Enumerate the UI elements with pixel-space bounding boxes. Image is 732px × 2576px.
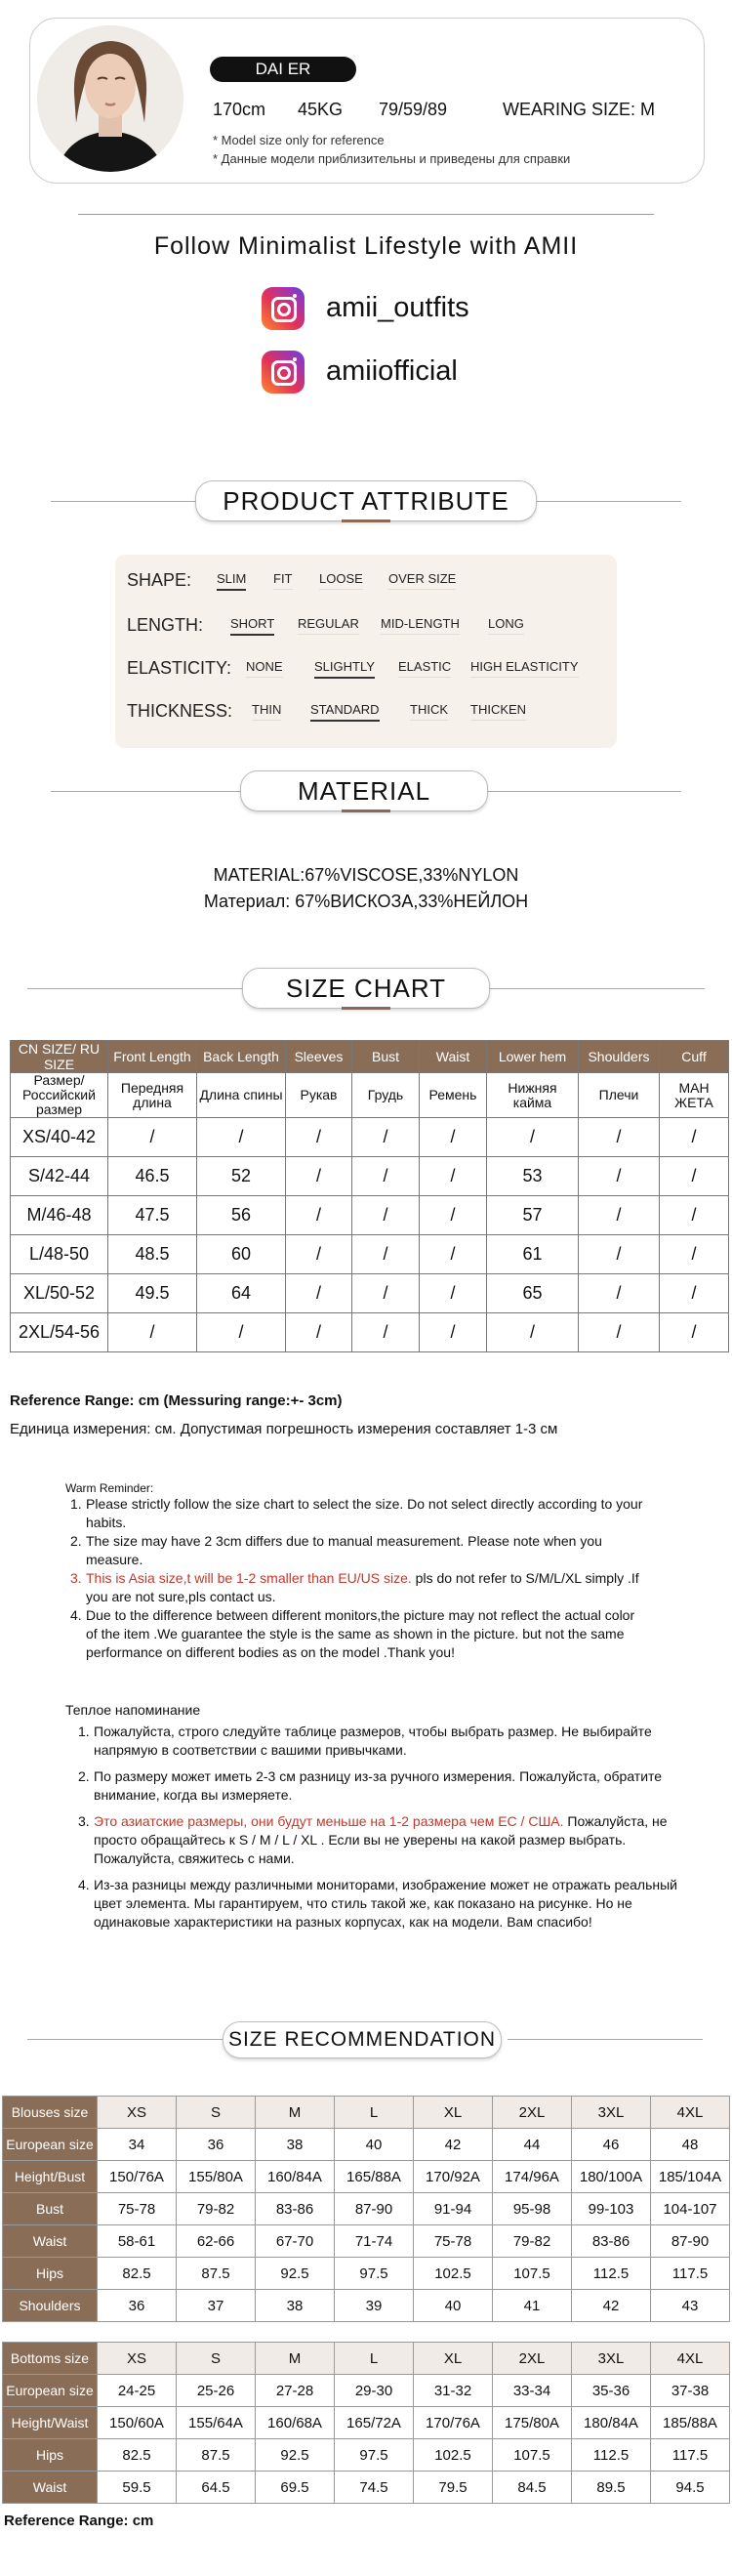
table-cell: 150/60A <box>98 2407 177 2439</box>
table-cell: 117.5 <box>651 2439 730 2472</box>
attr-option: SHORT <box>230 616 274 636</box>
table-row <box>3 2193 730 2225</box>
table-cell: 175/80A <box>493 2407 572 2439</box>
table-header-row <box>3 2097 730 2129</box>
table-cell: 102.5 <box>414 2439 493 2472</box>
attr-option: SLIGHTLY <box>314 659 375 679</box>
col-header: Waist <box>420 1041 487 1073</box>
col-header: Рукав <box>286 1073 352 1118</box>
table-cell: / <box>352 1196 420 1235</box>
table-cell: 62-66 <box>177 2225 256 2258</box>
table-cell: / <box>420 1157 487 1196</box>
table-cell: XL <box>414 2097 493 2129</box>
table-cell: M <box>256 2097 335 2129</box>
table-row <box>11 1196 729 1235</box>
table-cell: 79-82 <box>493 2225 572 2258</box>
table-row <box>11 1235 729 1274</box>
reminder-text: The size may have 2 3cm differs due to manual measurement. Please note when you measure. <box>86 1533 602 1567</box>
table-cell: / <box>420 1313 487 1352</box>
instagram-handle-1[interactable]: amii_outfits <box>326 292 469 323</box>
table-cell: 64 <box>197 1274 286 1313</box>
table-cell: / <box>579 1157 660 1196</box>
attr-label-thickness: THICKNESS: <box>127 701 233 721</box>
reminder-item <box>78 1812 683 1868</box>
material-ru: Материал: 67%ВИСКОЗА,33%НЕЙЛОН <box>203 892 529 911</box>
col-header: Плечи <box>579 1073 660 1118</box>
table-cell: / <box>108 1118 197 1157</box>
table-cell: / <box>197 1313 286 1352</box>
attr-option: ELASTIC <box>398 659 451 678</box>
table-cell: XS <box>98 2343 177 2375</box>
bottoms-size-table <box>2 2342 730 2504</box>
model-measurements: 79/59/89 <box>379 100 448 119</box>
section-title-size-recommendation: SIZE RECOMMENDATION <box>223 2021 502 2058</box>
reminder-item <box>78 1876 683 1932</box>
table-cell: / <box>579 1118 660 1157</box>
model-name: DAI ER <box>210 57 356 82</box>
table-cell: / <box>660 1196 729 1235</box>
attr-option: OVER SIZE <box>388 571 456 590</box>
table-cell: 170/92A <box>414 2161 493 2193</box>
table-cell: 104-107 <box>651 2193 730 2225</box>
table-row <box>11 1118 729 1157</box>
table-cell: 47.5 <box>108 1196 197 1235</box>
table-cell: 79-82 <box>177 2193 256 2225</box>
reminder-item <box>70 1606 648 1662</box>
reminder-number: 1. <box>70 1496 82 1512</box>
attr-label-shape: SHAPE: <box>127 570 192 590</box>
table-cell: XS <box>98 2097 177 2129</box>
divider <box>508 2039 703 2040</box>
table-row <box>11 1274 729 1313</box>
table-cell: 38 <box>256 2129 335 2161</box>
col-header: Ремень <box>420 1073 487 1118</box>
col-header: Sleeves <box>286 1041 352 1073</box>
table-cell: 79.5 <box>414 2472 493 2504</box>
reminder-number: 1. <box>78 1724 90 1739</box>
table-cell: M <box>256 2343 335 2375</box>
col-header: Грудь <box>352 1073 420 1118</box>
table-cell: 67-70 <box>256 2225 335 2258</box>
table-cell: 82.5 <box>98 2258 177 2290</box>
follow-title: Follow Minimalist Lifestyle with AMII <box>153 232 579 260</box>
table-cell: 107.5 <box>493 2439 572 2472</box>
table-cell: 82.5 <box>98 2439 177 2472</box>
table-row <box>11 1157 729 1196</box>
model-note-en: * Model size only for reference <box>213 133 385 147</box>
table-cell: 42 <box>572 2290 651 2322</box>
table-cell: 117.5 <box>651 2258 730 2290</box>
table-cell: 46 <box>572 2129 651 2161</box>
table-cell: / <box>352 1313 420 1352</box>
table-cell: 95-98 <box>493 2193 572 2225</box>
reminder-item <box>70 1532 648 1569</box>
table-cell: 2XL <box>493 2343 572 2375</box>
table-row <box>3 2161 730 2193</box>
table-cell: L <box>335 2097 414 2129</box>
table-row <box>3 2258 730 2290</box>
table-cell: S/42-44 <box>11 1157 108 1196</box>
table-cell: XL/50-52 <box>11 1274 108 1313</box>
table-cell: / <box>487 1118 579 1157</box>
table-cell: / <box>579 1235 660 1274</box>
col-header: Размер/ Российский размер <box>11 1073 108 1118</box>
table-cell: / <box>352 1274 420 1313</box>
reminder-item <box>70 1495 648 1532</box>
table-cell: 185/104A <box>651 2161 730 2193</box>
table-cell: 87.5 <box>177 2439 256 2472</box>
table-cell: / <box>579 1274 660 1313</box>
table-cell: 40 <box>335 2129 414 2161</box>
table-row <box>3 2375 730 2407</box>
table-cell: 44 <box>493 2129 572 2161</box>
table-cell: 37-38 <box>651 2375 730 2407</box>
table-cell: 112.5 <box>572 2439 651 2472</box>
instagram-icon[interactable] <box>262 351 305 394</box>
table-cell: / <box>660 1274 729 1313</box>
attr-label-length: LENGTH: <box>127 615 204 635</box>
attr-option: LOOSE <box>319 571 363 590</box>
row-header: Waist <box>3 2472 98 2504</box>
divider <box>535 501 681 502</box>
row-header: Hips <box>3 2439 98 2472</box>
reminder-text: This is Asia size,t will be 1-2 smaller than EU/US size. pls do not refer to S/M/L/XL simply .If you are not sure,pls contact us. <box>86 1570 639 1604</box>
table-cell: M/46-48 <box>11 1196 108 1235</box>
table-cell: 84.5 <box>493 2472 572 2504</box>
table-cell: 53 <box>487 1157 579 1196</box>
table-cell: 180/84A <box>572 2407 651 2439</box>
col-header: Длина спины <box>197 1073 286 1118</box>
table-cell: 40 <box>414 2290 493 2322</box>
table-cell: 155/80A <box>177 2161 256 2193</box>
divider <box>51 501 197 502</box>
table-cell: 2XL <box>493 2097 572 2129</box>
table-cell: 27-28 <box>256 2375 335 2407</box>
table-cell: 25-26 <box>177 2375 256 2407</box>
attr-option: THICKEN <box>470 702 526 721</box>
table-cell: / <box>579 1313 660 1352</box>
table-cell: / <box>487 1313 579 1352</box>
table-cell: 170/76A <box>414 2407 493 2439</box>
table-row <box>3 2472 730 2504</box>
table-cell: 165/88A <box>335 2161 414 2193</box>
table-cell: 42 <box>414 2129 493 2161</box>
row-header: Waist <box>3 2225 98 2258</box>
col-header: Bust <box>352 1041 420 1073</box>
row-header: European size <box>3 2129 98 2161</box>
col-header: Передняя длина <box>108 1073 197 1118</box>
row-header: Height/Waist <box>3 2407 98 2439</box>
table-cell: 74.5 <box>335 2472 414 2504</box>
table-cell: 92.5 <box>256 2258 335 2290</box>
reference-en: Reference Range: cm (Messuring range:+- 3cm) <box>10 1392 343 1409</box>
attr-option: THIN <box>252 702 281 721</box>
table-cell: 4XL <box>651 2097 730 2129</box>
table-cell: 97.5 <box>335 2439 414 2472</box>
model-wearing-size: WEARING SIZE: M <box>503 100 656 119</box>
table-cell: 94.5 <box>651 2472 730 2504</box>
reminder-warning: Это азиатские размеры, они будут меньше на 1-2 размера чем ЕС / США. <box>94 1813 564 1829</box>
divider <box>51 791 246 792</box>
table-cell: 102.5 <box>414 2258 493 2290</box>
attr-option: NONE <box>246 659 283 678</box>
size-chart-table <box>10 1040 729 1352</box>
section-title-material: MATERIAL <box>240 770 488 811</box>
table-cell: 83-86 <box>256 2193 335 2225</box>
col-header: Lower hem <box>487 1041 579 1073</box>
table-cell: 61 <box>487 1235 579 1274</box>
row-header: Blouses size <box>3 2097 98 2129</box>
row-header: Shoulders <box>3 2290 98 2322</box>
attr-option: STANDARD <box>310 702 380 722</box>
reference-ru: Единица измерения: см. Допустимая погрешность измерения составляет 1-3 см <box>10 1421 558 1437</box>
material-en: MATERIAL:67%VISCOSE,33%NYLON <box>213 865 519 885</box>
table-cell: S <box>177 2343 256 2375</box>
col-header: Shoulders <box>579 1041 660 1073</box>
table-cell: 34 <box>98 2129 177 2161</box>
table-row <box>3 2290 730 2322</box>
table-cell: 3XL <box>572 2343 651 2375</box>
table-cell: 165/72A <box>335 2407 414 2439</box>
table-cell: / <box>286 1118 352 1157</box>
table-cell: 83-86 <box>572 2225 651 2258</box>
table-cell: / <box>286 1235 352 1274</box>
reminder-text: Due to the difference between different monitors,the picture may not reflect the actual color of the item .We guarantee the style is the same as shown in the picture. but not the same performance on different bodies as on the model .Thank you! <box>86 1607 635 1660</box>
table-cell: 48.5 <box>108 1235 197 1274</box>
table-cell: / <box>660 1118 729 1157</box>
attr-option: FIT <box>273 571 293 590</box>
table-cell: 91-94 <box>414 2193 493 2225</box>
table-cell: 29-30 <box>335 2375 414 2407</box>
table-cell: 2XL/54-56 <box>11 1313 108 1352</box>
table-cell: 57 <box>487 1196 579 1235</box>
table-cell: 43 <box>651 2290 730 2322</box>
table-cell: 38 <box>256 2290 335 2322</box>
table-cell: 160/68A <box>256 2407 335 2439</box>
table-cell: 75-78 <box>414 2225 493 2258</box>
reference-range: Reference Range: cm <box>4 2513 154 2529</box>
table-cell: 87-90 <box>651 2225 730 2258</box>
table-cell: / <box>286 1196 352 1235</box>
table-cell: / <box>352 1235 420 1274</box>
table-cell: 107.5 <box>493 2258 572 2290</box>
table-cell: XL <box>414 2343 493 2375</box>
reminder-number: 3. <box>70 1570 82 1586</box>
table-cell: 3XL <box>572 2097 651 2129</box>
table-cell: / <box>352 1157 420 1196</box>
reminder-text: По размеру может иметь 2-3 см разницу из-за ручного измерения. Пожалуйста, обратите внимание, когда вы измеряете. <box>94 1768 663 1803</box>
reminder-item <box>78 1767 683 1805</box>
model-weight: 45KG <box>298 100 344 119</box>
divider <box>27 2039 223 2040</box>
reminder-number: 4. <box>78 1877 90 1892</box>
warm-reminder-list-en <box>70 1495 648 1662</box>
table-cell: 69.5 <box>256 2472 335 2504</box>
attr-option: LONG <box>488 616 524 635</box>
table-cell: 97.5 <box>335 2258 414 2290</box>
table-cell: / <box>108 1313 197 1352</box>
attr-label-elasticity: ELASTICITY: <box>127 658 232 678</box>
reminder-text: Из-за разницы между различными мониторами, изображение может не отражать реальный цвет элемента. Мы гарантируем, что стиль такой же, как показано на рисунке. Но не одинаковые характеристики на разных корпусах, как на модели. Вам спасибо! <box>94 1877 677 1930</box>
table-row <box>11 1313 729 1352</box>
table-cell: 48 <box>651 2129 730 2161</box>
table-cell: 37 <box>177 2290 256 2322</box>
table-row <box>3 2439 730 2472</box>
table-cell: 35-36 <box>572 2375 651 2407</box>
table-cell: / <box>420 1118 487 1157</box>
table-cell: 150/76A <box>98 2161 177 2193</box>
attr-option: REGULAR <box>298 616 359 635</box>
table-header-row <box>11 1073 729 1118</box>
table-cell: 99-103 <box>572 2193 651 2225</box>
reminder-number: 3. <box>78 1813 90 1829</box>
divider <box>486 791 681 792</box>
table-cell: 56 <box>197 1196 286 1235</box>
table-cell: S <box>177 2097 256 2129</box>
model-photo <box>37 25 183 172</box>
row-header: European size <box>3 2375 98 2407</box>
instagram-handle-2[interactable]: amiiofficial <box>326 355 458 387</box>
table-cell: / <box>286 1157 352 1196</box>
table-cell: 36 <box>177 2129 256 2161</box>
table-cell: 174/96A <box>493 2161 572 2193</box>
reminder-text: Пожалуйста, строго следуйте таблице размеров, чтобы выбрать размер. Не выбирайте напрямую в соответствии с вашими привычками. <box>94 1724 652 1758</box>
table-cell: / <box>660 1157 729 1196</box>
title-underline <box>342 810 390 812</box>
title-underline <box>342 519 390 522</box>
table-cell: / <box>660 1313 729 1352</box>
table-cell: 92.5 <box>256 2439 335 2472</box>
attr-option: SLIM <box>217 571 246 591</box>
table-cell: 46.5 <box>108 1157 197 1196</box>
reminder-item <box>70 1569 648 1606</box>
table-cell: 24-25 <box>98 2375 177 2407</box>
model-height: 170cm <box>213 100 266 119</box>
table-cell: 59.5 <box>98 2472 177 2504</box>
warm-reminder-title-en: Warm Reminder: <box>65 1481 154 1495</box>
table-header-row <box>3 2343 730 2375</box>
table-cell: 155/64A <box>177 2407 256 2439</box>
divider <box>488 988 705 989</box>
section-title-size-chart: SIZE CHART <box>242 968 490 1009</box>
table-cell: / <box>579 1196 660 1235</box>
table-cell: 52 <box>197 1157 286 1196</box>
table-cell: 71-74 <box>335 2225 414 2258</box>
table-cell: 39 <box>335 2290 414 2322</box>
table-cell: XS/40-42 <box>11 1118 108 1157</box>
reminder-text: Please strictly follow the size chart to select the size. Do not select directly according to your habits. <box>86 1496 643 1530</box>
reminder-number: 2. <box>78 1768 90 1784</box>
table-cell: / <box>286 1274 352 1313</box>
table-cell: 31-32 <box>414 2375 493 2407</box>
attr-option: THICK <box>410 702 448 721</box>
table-cell: L/48-50 <box>11 1235 108 1274</box>
model-note-ru: * Данные модели приблизительны и приведены для справки <box>213 151 571 166</box>
divider <box>27 988 244 989</box>
table-cell: 75-78 <box>98 2193 177 2225</box>
reminder-item <box>78 1723 683 1760</box>
attr-option: MID-LENGTH <box>381 616 460 635</box>
reminder-number: 2. <box>70 1533 82 1549</box>
warm-reminder-title-ru: Теплое напоминание <box>65 1702 201 1718</box>
divider <box>78 214 654 215</box>
section-title-product-attribute: PRODUCT ATTRIBUTE <box>195 480 537 521</box>
warm-reminder-list-ru <box>78 1723 683 1939</box>
table-cell: 87.5 <box>177 2258 256 2290</box>
table-cell: 60 <box>197 1235 286 1274</box>
reminder-warning: This is Asia size,t will be 1-2 smaller than EU/US size. <box>86 1570 412 1586</box>
col-header: Back Length <box>197 1041 286 1073</box>
table-cell: / <box>352 1118 420 1157</box>
table-cell: / <box>286 1313 352 1352</box>
row-header: Bust <box>3 2193 98 2225</box>
table-row <box>3 2129 730 2161</box>
table-cell: 89.5 <box>572 2472 651 2504</box>
table-row <box>3 2407 730 2439</box>
table-row <box>3 2225 730 2258</box>
table-cell: 64.5 <box>177 2472 256 2504</box>
row-header: Hips <box>3 2258 98 2290</box>
col-header: Cuff <box>660 1041 729 1073</box>
table-cell: 49.5 <box>108 1274 197 1313</box>
table-cell: 58-61 <box>98 2225 177 2258</box>
table-cell: / <box>197 1118 286 1157</box>
table-cell: 185/88A <box>651 2407 730 2439</box>
table-cell: 33-34 <box>493 2375 572 2407</box>
table-cell: / <box>420 1196 487 1235</box>
row-header: Height/Bust <box>3 2161 98 2193</box>
reminder-number: 4. <box>70 1607 82 1623</box>
table-cell: / <box>420 1235 487 1274</box>
table-cell: 36 <box>98 2290 177 2322</box>
table-cell: / <box>420 1274 487 1313</box>
table-cell: 4XL <box>651 2343 730 2375</box>
attr-option: HIGH ELASTICITY <box>470 659 579 678</box>
table-cell: 180/100A <box>572 2161 651 2193</box>
instagram-icon[interactable] <box>262 287 305 330</box>
table-header-row <box>11 1041 729 1073</box>
table-cell: 160/84A <box>256 2161 335 2193</box>
table-cell: 65 <box>487 1274 579 1313</box>
blouses-size-table <box>2 2096 730 2322</box>
col-header: Front Length <box>108 1041 197 1073</box>
table-cell: 112.5 <box>572 2258 651 2290</box>
table-cell: L <box>335 2343 414 2375</box>
table-cell: 87-90 <box>335 2193 414 2225</box>
col-header: CN SIZE/ RU SIZE <box>11 1041 108 1073</box>
table-cell: 41 <box>493 2290 572 2322</box>
col-header: МАН ЖЕТА <box>660 1073 729 1118</box>
reminder-text: Это азиатские размеры, они будут меньше на 1-2 размера чем ЕС / США. Пожалуйста, не просто обращайтесь к S / M / L / XL . Если вы не уверены на какой размер выбрать. Пожалуйста, свяжитесь с нами. <box>94 1813 668 1866</box>
row-header: Bottoms size <box>3 2343 98 2375</box>
title-underline <box>342 1007 390 1010</box>
col-header: Нижняя кайма <box>487 1073 579 1118</box>
table-cell: / <box>660 1235 729 1274</box>
